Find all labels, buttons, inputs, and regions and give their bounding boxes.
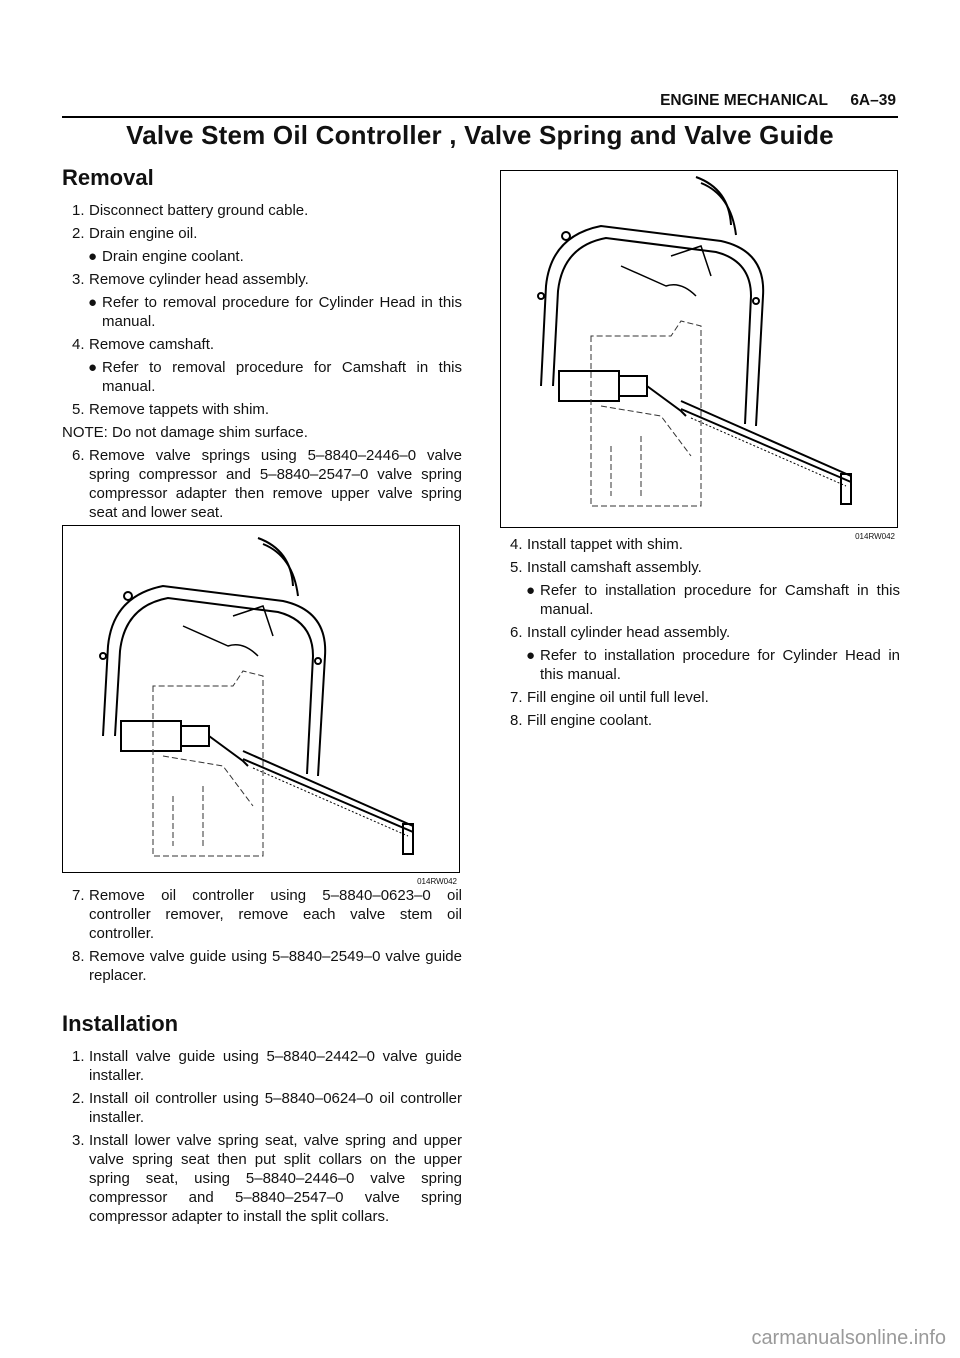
bullet-icon: ●	[526, 582, 536, 599]
installation-step-4: 4. Install tappet with shim.	[510, 536, 683, 553]
installation-step-2: 2. Install oil controller using 5–8840–0624–0 oil controller installer.	[72, 1090, 462, 1126]
valve-spring-compressor-figure-left	[62, 525, 460, 886]
installation-step-8: 8. Fill engine coolant.	[510, 712, 653, 729]
watermark: carmanualsonline.info	[751, 1327, 946, 1349]
removal-step-4: 4. Remove camshaft.	[72, 336, 215, 353]
removal-heading: Removal	[62, 165, 154, 190]
removal-bullet-cylinder-head: ● Refer to removal procedure for Cylinder Head in this manual.	[88, 294, 462, 330]
removal-step-3: 3. Remove cylinder head assembly.	[72, 271, 309, 288]
figure-code: 014RW042	[855, 532, 895, 541]
installation-step-1: 1. Install valve guide using 5–8840–2442–0 valve guide installer.	[72, 1048, 462, 1084]
removal-bullet-camshaft: ● Refer to removal procedure for Camshaft in this manual.	[88, 359, 462, 395]
page-header	[62, 88, 898, 118]
bullet-icon: ●	[88, 294, 98, 311]
page-number: 6A–39	[850, 92, 896, 109]
installation-step-7: 7. Fill engine oil until full level.	[510, 689, 709, 706]
removal-step-2: 2. Drain engine oil.	[72, 225, 198, 242]
valve-spring-compressor-figure-right	[500, 170, 898, 541]
installation-heading: Installation	[62, 1011, 179, 1036]
removal-step-5: 5. Remove tappets with shim.	[72, 401, 270, 418]
bullet-icon: ●	[88, 248, 98, 265]
installation-step-6: 6. Install cylinder head assembly.	[510, 624, 731, 641]
figure-code: 014RW042	[417, 877, 457, 886]
removal-steps	[62, 201, 462, 522]
removal-step-8: 8. Remove valve guide using 5–8840–2549–0 valve guide replacer.	[72, 948, 462, 984]
removal-note: NOTE: Do not damage shim surface.	[62, 424, 308, 441]
section-title: ENGINE MECHANICAL	[660, 92, 828, 109]
removal-step-7: 7. Remove oil controller using 5–8840–0623–0 oil controller remover, remove each valve stem oil controller.	[72, 887, 462, 942]
removal-steps-continued	[62, 886, 462, 985]
installation-step-5: 5. Install camshaft assembly.	[510, 559, 702, 576]
installation-bullet-camshaft: ● Refer to installation procedure for Camshaft in this manual.	[526, 582, 900, 618]
compressor-illustration	[501, 171, 897, 527]
compressor-illustration	[63, 526, 459, 872]
right-column	[500, 535, 900, 734]
removal-bullet-coolant: ● Drain engine coolant.	[88, 248, 244, 265]
installation-bullet-cylinder-head: ● Refer to installation procedure for Cylinder Head in this manual.	[526, 647, 900, 683]
installation-step-3: 3. Install lower valve spring seat, valve spring and upper valve spring seat then put split collars on the upper spring seat, using 5–8840–2446–0 valve spring compressor and 5–8840–2547–0 valve spring compressor adapter to install the split collars.	[72, 1132, 462, 1225]
left-column-continued	[62, 886, 462, 1230]
installation-steps-continued	[500, 535, 900, 730]
left-column	[62, 165, 462, 526]
installation-steps	[62, 1047, 462, 1226]
bullet-icon: ●	[526, 647, 536, 664]
removal-step-1: 1. Disconnect battery ground cable.	[72, 202, 309, 219]
removal-step-6: 6. Remove valve springs using 5–8840–2446–0 valve spring compressor and 5–8840–2547–0 valve spring compressor adapter then remove upper valve spring seat and lower seat.	[72, 447, 462, 521]
bullet-icon: ●	[88, 359, 98, 376]
page-title: Valve Stem Oil Controller , Valve Spring and Valve Guide	[126, 120, 834, 150]
